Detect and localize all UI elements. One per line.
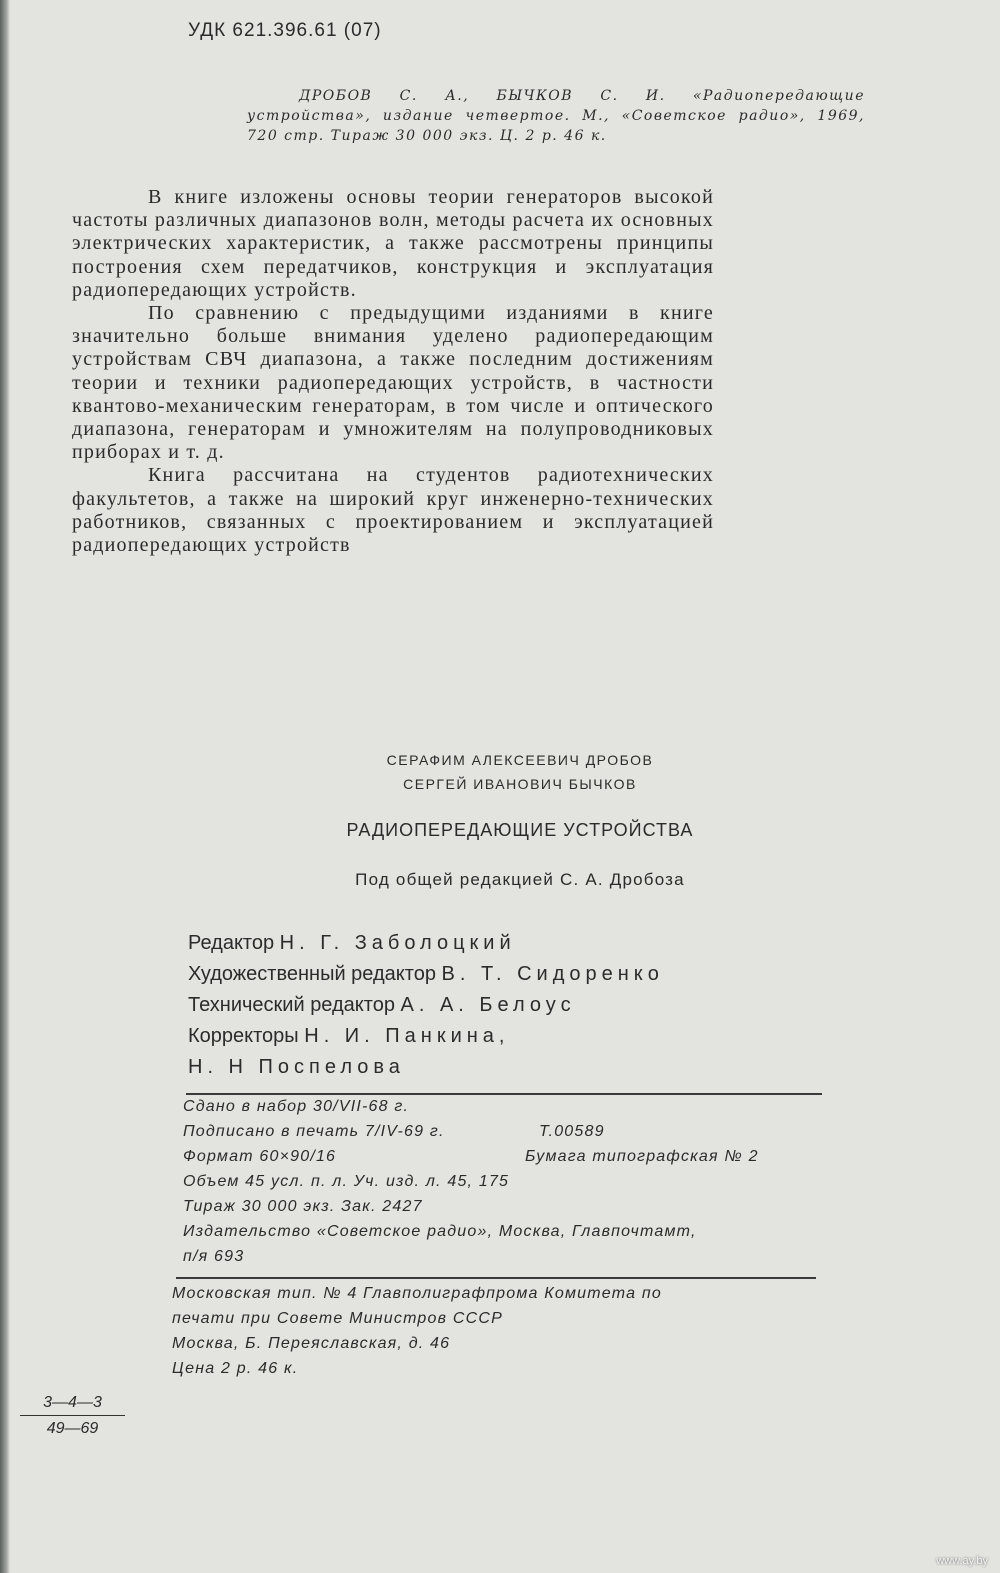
print-line: Москва, Б. Переяславская, д. 46	[172, 1335, 451, 1352]
abstract	[72, 186, 714, 557]
bibliographic-record: ДРОБОВ С. А., БЫЧКОВ С. И. «Радиопередающие устройства», издание четвертое. М., «Советское радио», 1969, 720 стр. Тираж 30 000 экз. Ц. 2 р. 46 к.	[247, 88, 865, 144]
pub-code: Т.00589	[539, 1123, 605, 1140]
udk-code: УДК 621.396.61 (07)	[188, 20, 382, 41]
staff-proofreader-2	[188, 1052, 848, 1083]
staff-role: Технический редактор	[188, 994, 395, 1016]
pub-publisher: Издательство «Советское радио», Москва, Главпочтамт,	[183, 1223, 697, 1240]
staff-person: Н. Н Поспелова	[188, 1056, 405, 1078]
pub-line	[183, 1144, 823, 1169]
pub-line	[183, 1119, 823, 1144]
editorial-staff	[188, 928, 848, 1083]
staff-editor	[188, 928, 848, 959]
staff-person: В. Т. Сидоренко	[441, 963, 664, 985]
index-denominator: 49—69	[46, 1420, 99, 1437]
book-subtitle: Под общей редакцией С. А. Дробоза	[355, 870, 685, 889]
print-price: Цена 2 р. 46 к.	[172, 1360, 299, 1377]
pub-signed-date: Подписано в печать 7/IV-69 г.	[183, 1123, 445, 1140]
page-spine-shadow	[0, 0, 10, 1573]
book-title: РАДИОПЕРЕДАЮЩИЕ УСТРОЙСТВА	[346, 820, 694, 840]
staff-role: Редактор	[188, 932, 275, 954]
staff-art-editor	[188, 959, 848, 990]
pub-volume: Объем 45 усл. п. л. Уч. изд. л. 45, 175	[183, 1173, 510, 1190]
author-name: СЕРГЕЙ ИВАНОВИЧ БЫЧКОВ	[403, 776, 637, 792]
abstract-paragraph: Книга рассчитана на студентов радиотехнических факультетов, а также на широкий круг инженерно-технических работников, связанных с проектированием и эксплуатацией радиопередающих устройств	[72, 464, 714, 557]
staff-person: Н. Г. Заболоцкий	[279, 932, 516, 954]
pub-paper: Бумага типографская № 2	[525, 1148, 759, 1165]
print-line: печати при Совете Министров СССР	[172, 1310, 503, 1327]
staff-proofreaders	[188, 1021, 848, 1052]
authors	[300, 748, 740, 796]
abstract-paragraph: По сравнению с предыдущими изданиями в книге значительно больше внимания уделено радиопередающим устройствам СВЧ диапазона, а также последним достижениям теории и техники радиопередающих устройств, в частности квантово-механическим генераторам, в том числе и оптического диапазона, генераторам и умножителям на полупроводниковых приборах и т. д.	[72, 302, 714, 464]
pub-line	[183, 1219, 823, 1244]
pub-print-run: Тираж 30 000 экз. Зак. 2427	[183, 1198, 423, 1215]
pub-line	[183, 1094, 823, 1119]
staff-person: Н. И. Панкина,	[304, 1025, 510, 1047]
index-numerator: 3—4—3	[20, 1394, 125, 1416]
divider-rule	[176, 1277, 816, 1279]
pub-line	[183, 1244, 823, 1269]
print-line: Московская тип. № 4 Главполиграфпрома Комитета по	[172, 1285, 662, 1302]
staff-role: Корректоры	[188, 1025, 299, 1047]
catalog-index	[20, 1394, 125, 1438]
staff-role: Художественный редактор	[188, 963, 436, 985]
abstract-paragraph: В книге изложены основы теории генераторов высокой частоты различных диапазонов волн, методы расчета их основных электрических характеристик, а также рассмотрены принципы построения схем передатчиков, конструкция и эксплуатация радиопередающих устройств.	[72, 186, 714, 301]
staff-tech-editor	[188, 990, 848, 1021]
publication-details	[183, 1094, 823, 1269]
printing-details	[172, 1281, 822, 1381]
pub-line	[183, 1194, 823, 1219]
staff-person: А. А. Белоус	[400, 994, 576, 1016]
site-watermark: www.ay.by	[936, 1555, 988, 1567]
pub-line	[183, 1169, 823, 1194]
author-name: СЕРАФИМ АЛЕКСЕЕВИЧ ДРОБОВ	[386, 752, 654, 768]
pub-publisher-box: п/я 693	[183, 1248, 245, 1265]
pub-set-date: Сдано в набор 30/VII-68 г.	[183, 1098, 410, 1115]
pub-format: Формат 60×90/16	[183, 1148, 337, 1165]
